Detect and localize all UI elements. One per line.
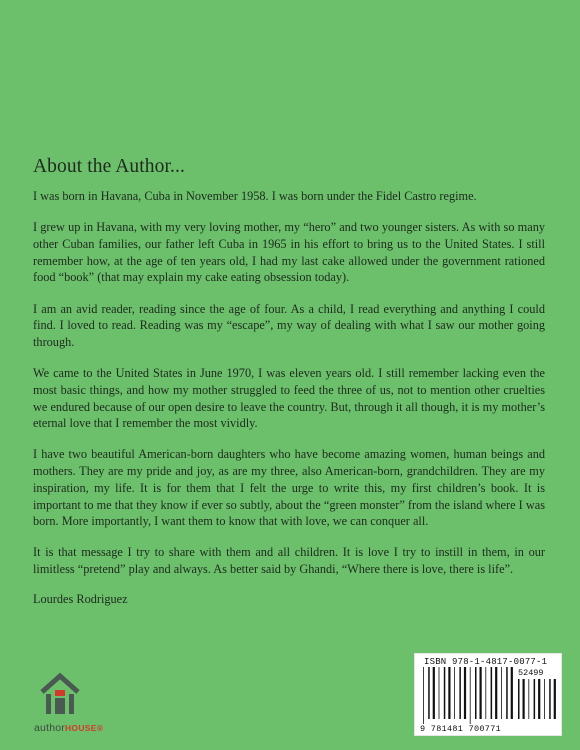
barcode-bar	[459, 667, 461, 719]
barcode-bars	[423, 667, 515, 724]
barcode-bar	[506, 667, 508, 719]
about-heading: About the Author...	[33, 156, 185, 177]
barcode-bar	[495, 667, 497, 719]
barcode-bar	[501, 667, 502, 719]
barcode-bar	[454, 667, 455, 719]
barcode-bar	[491, 667, 493, 719]
publisher-house-icon	[39, 672, 81, 716]
bio-paragraph-4: We came to the United States in June 1970, I was eleven years old. I still remember lacking even the most basic things, and how my mother struggled to feed the three of us, not to mention other cruelties we endured because of our open desire to leave the country. But, through it all though, it is my mother’s eternal love that I remember the most vividly.	[33, 366, 545, 431]
barcode-bar	[528, 679, 529, 719]
barcode-addon-bars	[518, 679, 556, 724]
about-section	[33, 156, 545, 607]
barcode-bar	[444, 667, 446, 719]
barcode-bar	[549, 679, 551, 719]
registered-mark: ®	[96, 723, 104, 733]
publisher-name	[34, 722, 103, 734]
barcode-addon-number: 52499	[518, 668, 544, 678]
barcode-bar	[439, 667, 440, 719]
bio-paragraph-1: I was born in Havana, Cuba in November 1958. I was born under the Fidel Castro regime.	[33, 189, 477, 203]
barcode-bar	[538, 679, 540, 719]
barcode-bar	[511, 667, 513, 719]
bio-paragraph-2: I grew up in Havana, with my very loving mother, my “hero” and two younger sisters. As with so many other Cuban families, our father left Cuba in 1965 in his effort to bring us to the United States. I still remember how, at the age of ten years old, I had my last cake allowed under the government rationed food “book” (that may explain my cake eating obsession today).	[33, 220, 545, 285]
bio-paragraph-5: I have two beautiful American-born daughters who have become amazing women, human beings and mothers. They are my pride and joy, as are my three, also American-born, grandchildren. They are my inspiration, my life. It is for them that I felt the urge to write this, my first children’s book. It is important to me that they know if ever so subtly, about the “green monster” from the island where I was born. More importantly, I want them to know that with love, we can conquer all.	[33, 447, 545, 529]
barcode-bar	[475, 667, 477, 719]
barcode-bar	[470, 667, 471, 724]
barcode-bar	[534, 679, 536, 719]
bio-paragraph-3: I am an avid reader, reading since the age of four. As a child, I read everything and anything I could find. I loved to read. Reading was my “escape”, my way of dealing with what I saw our mother going through.	[33, 301, 545, 349]
barcode-bar	[464, 667, 466, 719]
publisher-name-part1: author	[34, 722, 65, 734]
publisher-name-part2: HOUSE	[64, 723, 97, 733]
bio-paragraph-6: It is that message I try to share with them and all children. It is love I try to instill in them, in our limitless “pretend” play and always. As better said by Ghandi, “Where there is love, there is life”.	[33, 545, 545, 577]
barcode-bar	[428, 667, 430, 719]
publisher-logo	[34, 672, 114, 742]
barcode-bar	[544, 679, 545, 719]
barcode-bar	[448, 667, 450, 719]
barcode-bar	[423, 667, 424, 724]
ean-number: 9 781481 700771	[420, 724, 502, 734]
barcode-bar	[518, 679, 520, 719]
barcode-bar	[485, 667, 486, 719]
isbn-barcode	[414, 653, 562, 736]
barcode-bar	[480, 667, 482, 719]
author-signature: Lourdes Rodriguez	[33, 592, 128, 607]
barcode-bar	[433, 667, 435, 719]
barcode-bar	[523, 679, 525, 719]
isbn-number: ISBN 978-1-4817-0077-1	[424, 657, 548, 667]
barcode-bar	[554, 679, 556, 719]
